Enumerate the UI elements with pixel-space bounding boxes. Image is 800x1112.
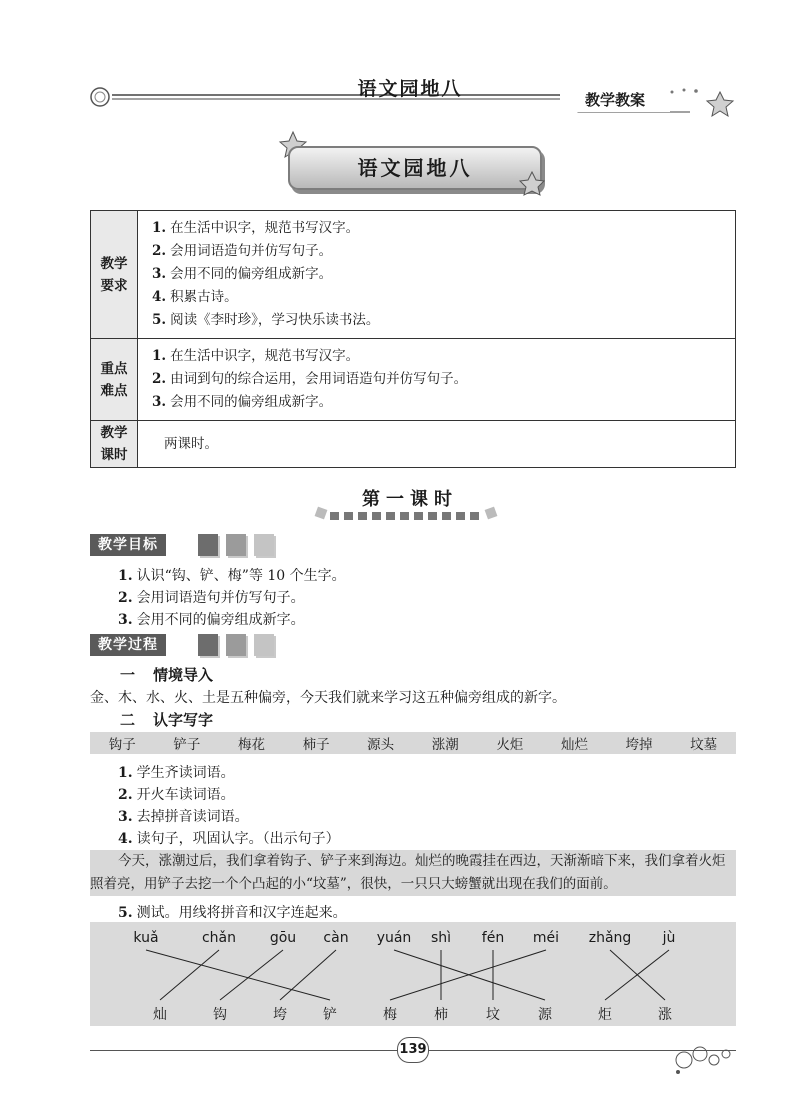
- lesson-title: 第一课时: [362, 489, 458, 510]
- pinyin: méi: [532, 930, 560, 946]
- practice-sentence: 今天，涨潮过后，我们拿着钩子、铲子来到海边。灿烂的晚霞挂在西边，天渐渐暗下来，我们拿着火炬照着亮，用铲子去挖一个个凸起的小“坟墓”，很快，一只只大螃蟹就出现在我们的面前。: [90, 850, 736, 896]
- step-item: 4. 读句子，巩固认字。（出示句子）: [118, 831, 340, 847]
- list-item: 2. 由词到句的综合运用，会用词语造句并仿写句子。: [152, 371, 468, 387]
- word: 铲子: [173, 737, 201, 753]
- hanzi: 梅: [383, 1007, 397, 1023]
- hanzi: 坟: [486, 1007, 500, 1023]
- hanzi: 垮: [273, 1007, 287, 1023]
- section-heading: 二 认字写字: [120, 711, 214, 729]
- hanzi: 柿: [434, 1007, 448, 1023]
- process-tag: 教学过程: [90, 634, 166, 656]
- section-heading: 一 情境导入: [120, 666, 214, 684]
- list-item: 3. 会用不同的偏旁组成新字。: [152, 266, 333, 282]
- list-item: 1. 在生活中识字，规范书写汉字。: [152, 348, 360, 364]
- list-item: 1. 在生活中识字，规范书写汉字。: [152, 220, 360, 236]
- step-item: 1. 学生齐读词语。: [118, 765, 235, 781]
- hanzi: 灿: [153, 1007, 167, 1023]
- row-label: 教学课时: [91, 421, 138, 468]
- hanzi: 炬: [598, 1007, 612, 1023]
- list-item: 2. 会用词语造句并仿写句子。: [152, 243, 333, 259]
- pinyin: zhǎng: [588, 930, 632, 946]
- hanzi: 源: [538, 1007, 552, 1023]
- banner-title: 语文园地八: [288, 146, 542, 190]
- goals-tag: 教学目标: [90, 534, 166, 556]
- word: 坟墓: [690, 737, 718, 753]
- step-item: 5. 测试。用线将拼音和汉字连起来。: [118, 905, 347, 921]
- section-text: 金、木、水、火、土是五种偏旁，今天我们就来学习这五种偏旁组成的新字。: [90, 690, 566, 706]
- word: 涨潮: [431, 737, 459, 753]
- row-label: 教学要求: [91, 211, 138, 339]
- pinyin: yuán: [376, 930, 412, 946]
- pinyin: shì: [430, 930, 452, 946]
- list-item: 4. 积累古诗。: [152, 289, 238, 305]
- hanzi: 钩: [213, 1007, 227, 1023]
- list-item: 3. 会用不同的偏旁组成新字。: [152, 394, 333, 410]
- word: 柿子: [302, 737, 330, 753]
- pinyin: jù: [662, 930, 676, 946]
- pinyin: chǎn: [201, 930, 237, 946]
- footer-bubbles-icon: [670, 1040, 740, 1076]
- word: 垮掉: [625, 737, 653, 753]
- step-item: 2. 开火车读词语。: [118, 787, 235, 803]
- word: 源头: [367, 737, 395, 753]
- header-right-label: 教学教案: [560, 88, 670, 112]
- word: 钩子: [108, 737, 136, 753]
- goal-item: 3. 会用不同的偏旁组成新字。: [118, 612, 305, 628]
- step-item: 3. 去掉拼音读词语。: [118, 809, 249, 825]
- page-number: 139: [397, 1037, 429, 1063]
- goal-item: 2. 会用词语造句并仿写句子。: [118, 590, 305, 606]
- word: 火炬: [496, 737, 524, 753]
- pinyin: kuǎ: [133, 930, 159, 946]
- pinyin: gōu: [269, 930, 297, 946]
- list-item: 5. 阅读《李时珍》，学习快乐读书法。: [152, 312, 380, 328]
- pinyin: fén: [481, 930, 505, 946]
- row-content: 两课时。: [138, 421, 736, 468]
- hanzi: 铲: [323, 1007, 337, 1023]
- word: 梅花: [237, 737, 265, 753]
- hanzi: 涨: [658, 1007, 672, 1023]
- row-label: 重点难点: [91, 339, 138, 421]
- goal-item: 1. 认识“钩、铲、梅”等 10 个生字。: [118, 568, 346, 584]
- header-title: 语文园地八: [357, 78, 463, 100]
- word: 灿烂: [560, 737, 588, 753]
- pinyin: càn: [323, 930, 349, 946]
